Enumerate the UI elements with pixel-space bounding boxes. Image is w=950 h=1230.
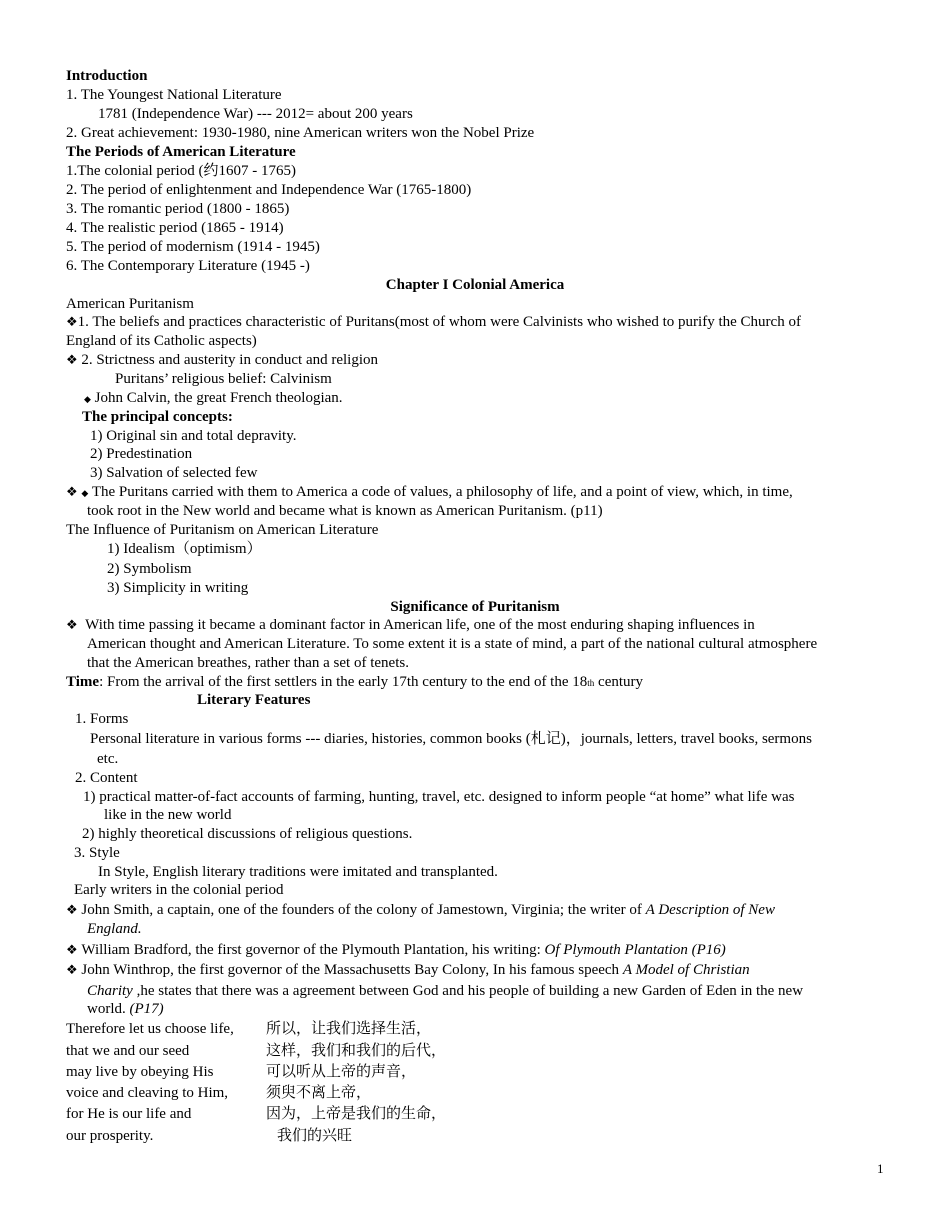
poem-chinese-line: 须臾不离上帝， bbox=[266, 1085, 372, 1101]
influence-item: 1) Idealism（optimism） bbox=[107, 541, 262, 557]
style-text: In Style, English literary traditions were imitated and transplanted. bbox=[98, 864, 498, 880]
poem-english-line: our prosperity. bbox=[66, 1128, 154, 1144]
content-item-2: 2) highly theoretical discussions of religious questions. bbox=[82, 826, 413, 842]
small-diamond-icon: ◆ bbox=[81, 489, 89, 499]
time-line: Time: From the arrival of the first settlers in the early 17th century to the end of the 18th century bbox=[66, 674, 644, 690]
poem-english-line: may live by obeying His bbox=[66, 1064, 214, 1080]
page-number: 1 bbox=[877, 1161, 884, 1176]
writer-smith-cont: England. bbox=[87, 921, 142, 937]
period-item: 4. The realistic period (1865 - 1914) bbox=[66, 220, 284, 236]
concept-item: 1) Original sin and total depravity. bbox=[90, 428, 297, 444]
writer-smith: ❖ John Smith, a captain, one of the founders of the colony of Jamestown, Virginia; the writer of A Description of New bbox=[66, 902, 775, 918]
bullet-puritans-cont: took root in the New world and became what is known as American Puritanism. (p11) bbox=[87, 503, 603, 519]
content-item-1: 1) practical matter-of-fact accounts of farming, hunting, travel, etc. designed to inform people “at home” what life was bbox=[83, 789, 795, 805]
bullet-puritans: ❖ ◆ The Puritans carried with them to America a code of values, a philosophy of life, and a point of view, which, in time, bbox=[66, 484, 793, 500]
concept-item: 2) Predestination bbox=[90, 446, 193, 462]
poem-chinese-line: 因为，上帝是我们的生命， bbox=[266, 1106, 447, 1122]
poem-chinese-line: 这样，我们和我们的后代， bbox=[266, 1043, 447, 1059]
diamond-bullet-icon: ❖ bbox=[66, 485, 78, 500]
influence-heading: The Influence of Puritanism on American Literature bbox=[66, 522, 379, 538]
influence-item: 2) Symbolism bbox=[107, 561, 192, 577]
diamond-bullet-icon: ❖ bbox=[66, 618, 78, 633]
period-item: 3. The romantic period (1800 - 1865) bbox=[66, 201, 290, 217]
writer-winthrop: ❖ John Winthrop, the first governor of the Massachusetts Bay Colony, In his famous speech A Model of Christian bbox=[66, 962, 750, 978]
chapter-title: Chapter I Colonial America bbox=[385, 277, 565, 293]
diamond-bullet-icon: ❖ bbox=[66, 353, 78, 368]
religious-belief: Puritans’ religious belief: Calvinism bbox=[115, 371, 332, 387]
period-item: 6. The Contemporary Literature (1945 -) bbox=[66, 258, 310, 274]
forms-text: Personal literature in various forms --- diaries, histories, common books (札记)，journals, letters, travel books, sermons bbox=[90, 731, 812, 747]
intro-item-2: 2. Great achievement: 1930-1980, nine American writers won the Nobel Prize bbox=[66, 125, 535, 141]
calvin-line: ◆ John Calvin, the great French theologian. bbox=[84, 390, 343, 406]
bullet-beliefs: ❖1. The beliefs and practices characteristic of Puritans(most of whom were Calvinists who wished to purify the Church of bbox=[66, 314, 801, 330]
diamond-bullet-icon: ❖ bbox=[66, 903, 78, 918]
features-heading: Literary Features bbox=[197, 692, 311, 708]
forms-heading: 1. Forms bbox=[75, 711, 129, 727]
poem-chinese-line: 可以听从上帝的声音， bbox=[266, 1064, 417, 1080]
poem-chinese-line: 所以，让我们选择生活， bbox=[266, 1021, 432, 1037]
bullet-strictness: ❖ 2. Strictness and austerity in conduct and religion bbox=[66, 352, 379, 368]
significance-line: that the American breathes, rather than a set of tenets. bbox=[87, 655, 409, 671]
style-heading: 3. Style bbox=[74, 845, 120, 861]
poem-chinese-line: 我们的兴旺 bbox=[277, 1128, 353, 1144]
influence-item: 3) Simplicity in writing bbox=[107, 580, 249, 596]
significance-line: ❖ With time passing it became a dominant factor in American life, one of the most enduring shaping influences in bbox=[66, 617, 755, 633]
bullet-beliefs-cont: England of its Catholic aspects) bbox=[66, 333, 257, 349]
period-item: 2. The period of enlightenment and Independence War (1765-1800) bbox=[66, 182, 472, 198]
early-writers-heading: Early writers in the colonial period bbox=[74, 882, 284, 898]
writer-winthrop-end: world. (P17) bbox=[87, 1001, 164, 1017]
significance-line: American thought and American Literature. To some extent it is a state of mind, a part of the national cultural atmosphere bbox=[87, 636, 818, 652]
writer-bradford: ❖ William Bradford, the first governor of the Plymouth Plantation, his writing: Of Plymouth Plantation (P16) bbox=[66, 942, 726, 958]
intro-item-1-detail: 1781 (Independence War) --- 2012= about 200 years bbox=[98, 106, 413, 122]
concepts-heading: The principal concepts: bbox=[82, 409, 233, 425]
small-diamond-icon: ◆ bbox=[84, 395, 91, 405]
puritanism-heading: American Puritanism bbox=[66, 296, 194, 312]
significance-heading: Significance of Puritanism bbox=[390, 599, 560, 615]
period-item: 1.The colonial period (约1607 - 1765) bbox=[66, 163, 296, 179]
poem-english-line: for He is our life and bbox=[66, 1106, 192, 1122]
writer-winthrop-cont: Charity ,he states that there was a agreement between God and his people of building a new Garden of Eden in the new bbox=[87, 983, 804, 999]
diamond-bullet-icon: ❖ bbox=[66, 943, 78, 958]
period-item: 5. The period of modernism (1914 - 1945) bbox=[66, 239, 320, 255]
periods-heading: The Periods of American Literature bbox=[66, 144, 296, 160]
poem-english-line: that we and our seed bbox=[66, 1043, 190, 1059]
content-item-1-cont: like in the new world bbox=[104, 807, 232, 823]
intro-item-1: 1. The Youngest National Literature bbox=[66, 87, 282, 103]
poem-english-line: Therefore let us choose life, bbox=[66, 1021, 234, 1037]
concept-item: 3) Salvation of selected few bbox=[90, 465, 258, 481]
poem-english-line: voice and cleaving to Him, bbox=[66, 1085, 229, 1101]
diamond-bullet-icon: ❖ bbox=[66, 963, 78, 978]
intro-heading: Introduction bbox=[66, 68, 148, 84]
content-heading: 2. Content bbox=[75, 770, 138, 786]
forms-text-cont: etc. bbox=[97, 751, 119, 767]
diamond-bullet-icon: ❖ bbox=[66, 315, 78, 330]
